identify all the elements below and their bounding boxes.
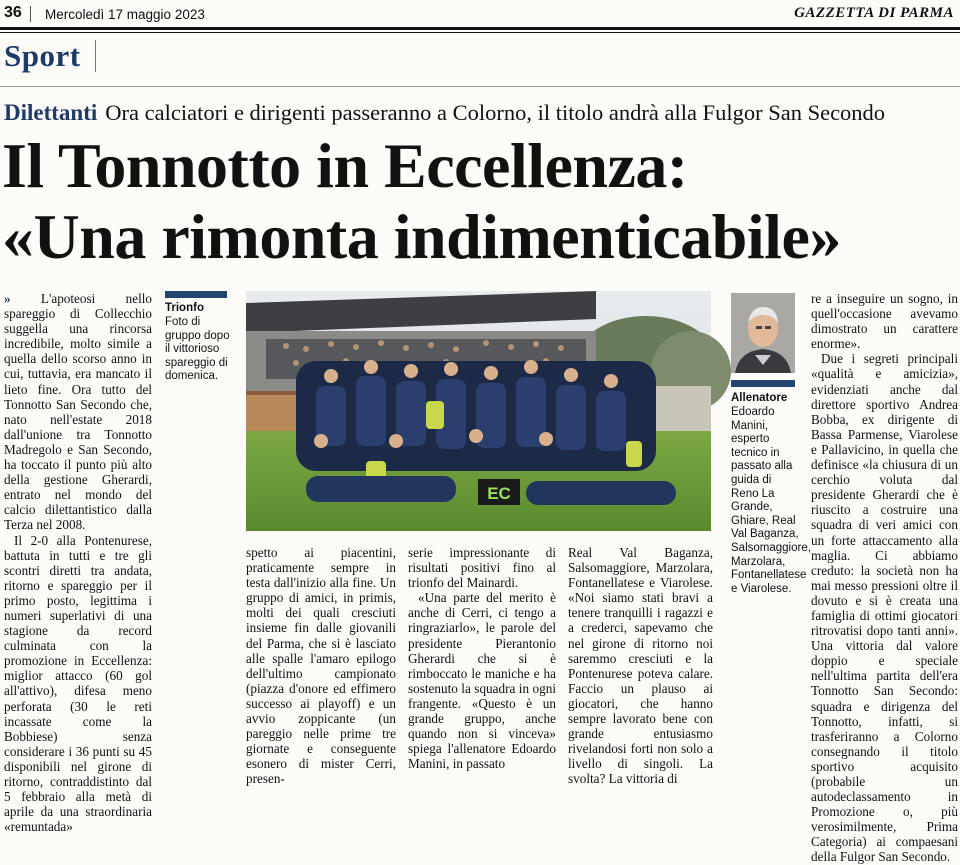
- caption-text: Foto di gruppo dopo il vittorioso spareggio di domenica.: [165, 316, 230, 383]
- portrait-caption-bar: [731, 380, 795, 387]
- article-paragraph: re a inseguire un sogno, in quell'occasione avevamo dimostrato un carattere enorme».: [811, 291, 958, 352]
- coach-portrait: [731, 293, 795, 373]
- portrait-caption-title: Allenatore: [731, 392, 788, 404]
- article-paragraph: «Una parte del merito è anche di Cerri, ci tengo a ringraziarlo», le parole del presidente Pierantonio Gherardi che si è rimboccato le maniche e ha sostenuto la squadra in ogni frangente. «Questo è un grande gruppo, anche quando non si vinceva» spiega l'allenatore Edoardo Manini, in passato: [408, 590, 556, 772]
- caption-title: Trionfo: [165, 302, 204, 314]
- article-column-2: [246, 545, 396, 787]
- header-divider: [30, 6, 31, 22]
- section-divider: [95, 40, 96, 72]
- kicker-label: Dilettanti: [4, 100, 98, 125]
- article-paragraph: Il 2-0 alla Pontenurese, battuta in tutti e tre gli scontri diretti tra andata, ritorno e spareggio per il primo posto, legittima i numeri superlativi di una stagione da record culminata con la promozione in Eccellenza: miglior attacco (60 gol all'attivo), difesa meno perforata (30 le reti incassate come la Bobbiese) senza considerare i 36 punti su 45 disponibili nel girone di ritorno, contraddistinto dal 5 febbraio alla metà di aprile da una straordinaria «remuntada»: [4, 532, 152, 835]
- caption-bar: [165, 291, 227, 298]
- article-column-3: [408, 545, 556, 772]
- headline-line-1: Il Tonnotto in Eccellenza:: [2, 130, 688, 201]
- team-photo: [246, 291, 711, 531]
- article-paragraph: Real Val Baganza, Salsomaggiore, Marzolara, Fontanellatese e Viarolese. «Noi siamo stati bravi a tenere tranquilli i ragazzi e a crederci, sapevamo che nel girone di ritorno noi saremmo cresciuti e la Pontenurese poteva calare. Faccio un plauso ai giocatori, che hanno sempre lavorato bene con grande entusiasmo rivelandosi forti non solo a livello di singoli. La svolta? La vittoria di: [568, 545, 713, 787]
- section-rule: [0, 86, 960, 87]
- article-paragraph: Due i segreti principali «qualità e amicizia», evidenziati anche dal direttore sportivo Andrea Bobba, ex dirigente di Bassa Parmense, Viarolese e Pallavicino, in quella che definisce «la chiusura di un cerchio voluta dal presidente Gherardi che è riuscito a costruire una squadra di veri amici con un forte attaccamento alla maglia. Ci abbiamo creduto: la società non ha mai messo pressioni oltre il dovuto e si è creata una famiglia di ottimi giocatori ritrovatisi dopo tanti anni». Una vittoria dal valore doppio e speciale nell'ultima partita dell'era Tonnotto San Secondo: squadra e dirigenza del Tonnotto, infatti, si trasferiranno a Colorno consegnando il titolo sportivo acquisito (probabile un autodeclassamento in Promozione o, più verosimilmente, Prima Categoria) ai compaesani della Fulgor San Secondo.: [811, 351, 958, 865]
- article-paragraph: L'apoteosi nello spareggio di Collecchio suggella una rincorsa incredibile, molto simile a quella dello scorso anno in cui, tuttavia, era mancato il lieto fine. Ora tutto del Tonnotto San Secondo che, nato nell'estate 2018 dall'unione tra Tonnotto Madregolo e San Secondo, ha toccato il punto più alto della gestione Gherardi, entrato nel mondo del calcio dilettantistico dalla Terza nel 2008.: [4, 291, 152, 533]
- kicker: [4, 100, 885, 126]
- portrait-caption-text: Edoardo Manini, esperto tecnico in passato alla guida di Reno La Grande, Ghiare, Real Val Baganza, Salsomaggiore, Marzolara, Fontanellatese e Viarolese.: [731, 406, 811, 595]
- page-number: 36: [4, 4, 22, 21]
- header-rule-thin: [0, 32, 960, 33]
- masthead: GAZZETTA DI PARMA: [794, 5, 954, 21]
- header-rule: [0, 27, 960, 30]
- section-title: Sport: [4, 38, 81, 73]
- headline-line-2: «Una rimonta indimenticabile»: [2, 201, 841, 272]
- article-column-5: [811, 291, 958, 865]
- article-paragraph: spetto ai piacentini, praticamente sempre in testa dall'inizio alla fine. Un gruppo di amici, in primis, molti dei quali cresciuti insieme fin dalle giovanili del Parma, che si è lasciato alle spalle l'amaro epilogo dell'ultimo campionato (piazza d'onore ed effimero successo ai playoff) e un avvio zoppicante (un pareggio nelle prime tre giornate e conseguente esonero di mister Cerri, presen-: [246, 545, 396, 787]
- kicker-text: Ora calciatori e dirigenti passeranno a Colorno, il titolo andrà alla Fulgor San Secondo: [105, 100, 886, 125]
- lead-marker: »: [4, 291, 11, 306]
- article-column-4: [568, 545, 713, 787]
- article-column-1: [4, 291, 152, 835]
- photo-sign: EC: [487, 484, 511, 503]
- page-date: Mercoledì 17 maggio 2023: [45, 7, 205, 22]
- article-paragraph: serie impressionante di risultati positivi fino al trionfo del Mainardi.: [408, 545, 556, 591]
